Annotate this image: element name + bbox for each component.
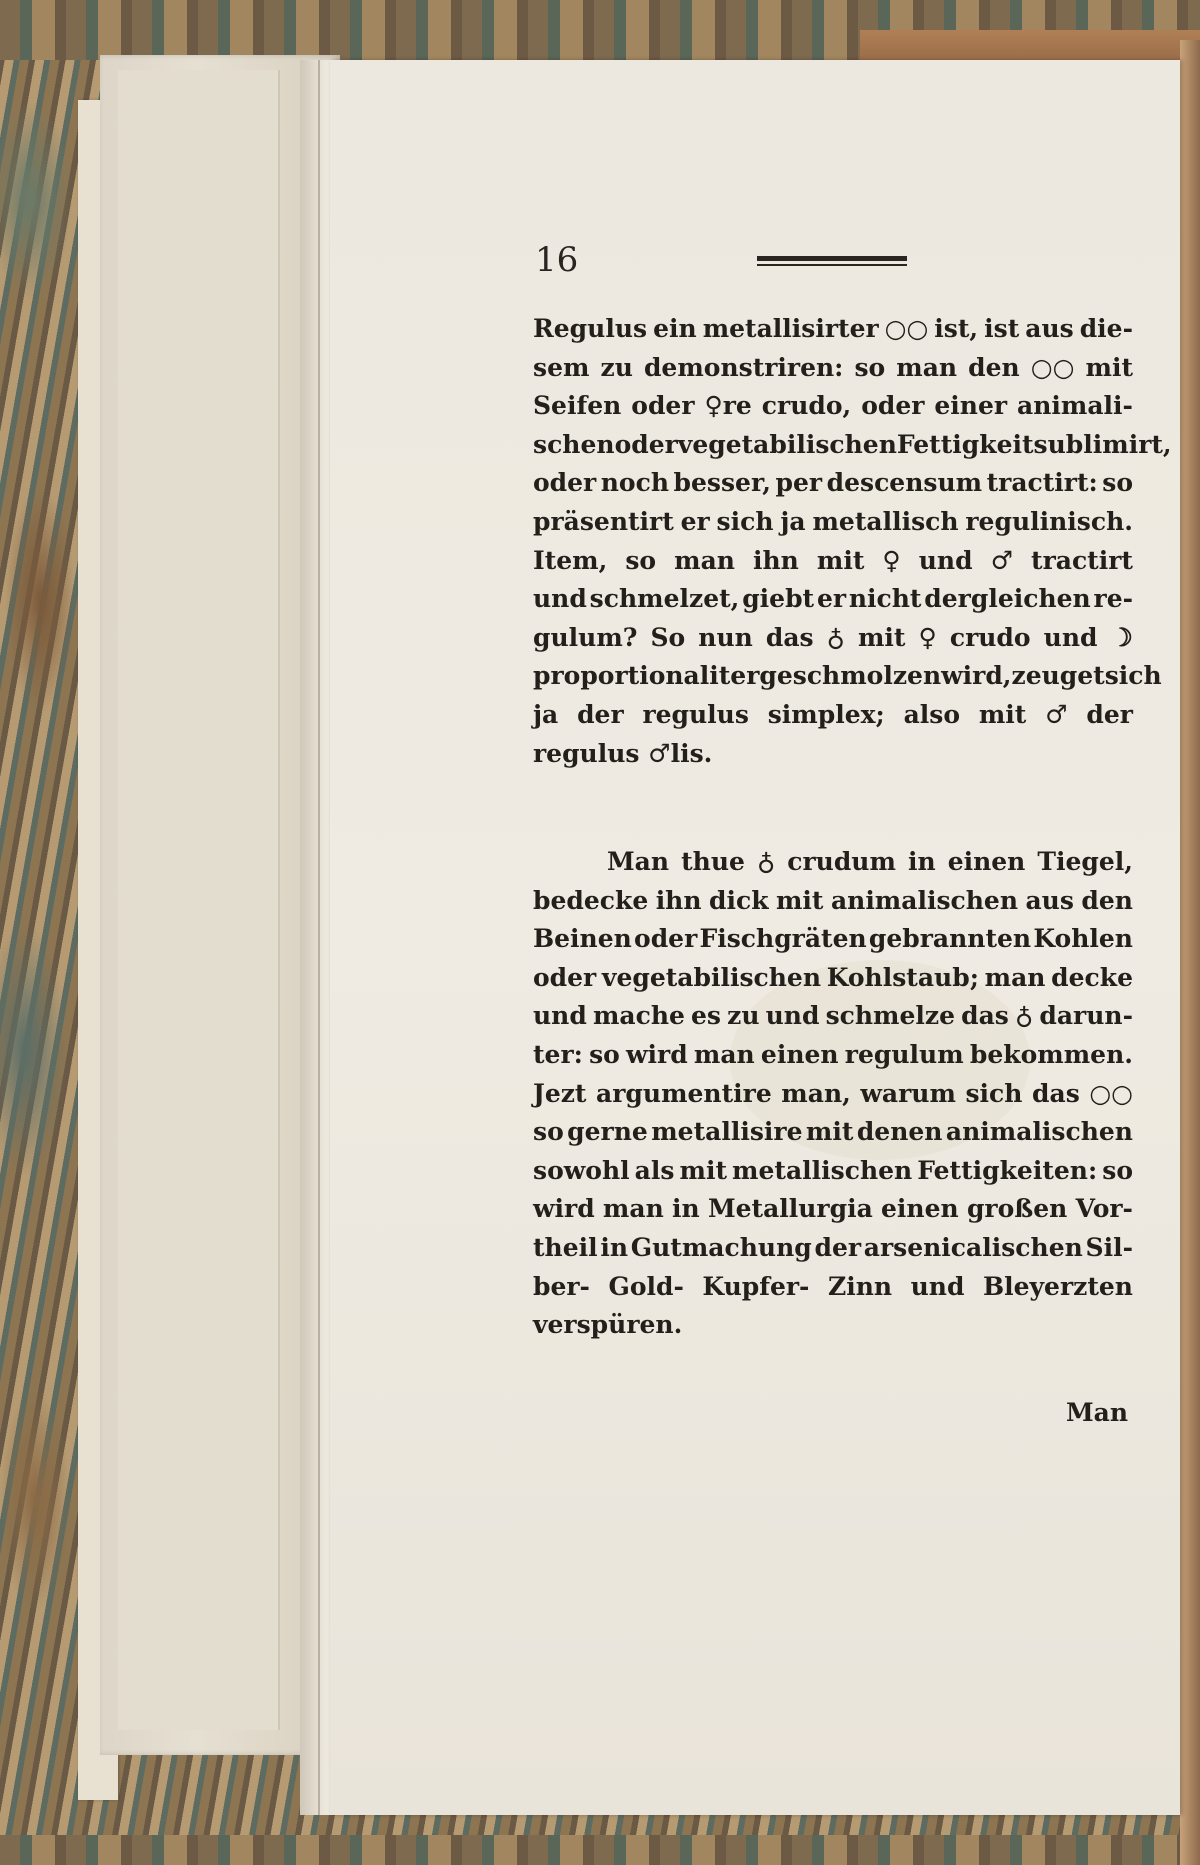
- paragraph-2: [533, 843, 1133, 1345]
- text-line: Item, so man ihn mit ♀ und ♂ tractirt: [533, 545, 1133, 575]
- text-line: sowohl als mit metallischen Fettigkeiten: so: [533, 1155, 1133, 1185]
- text-line: ja der regulus simplex; also mit ♂ der: [533, 699, 1133, 729]
- text-line: wird man in Metallurgia einen großen Vor-: [533, 1194, 1133, 1224]
- endpaper-fold: [118, 70, 280, 1730]
- text-line: Seifen oder ♀re crudo, oder einer animali-: [533, 391, 1133, 421]
- text-line: theil in Gutmachung der arsenicalischen Sil-: [533, 1232, 1133, 1262]
- cover-bottom-edge: [0, 1835, 1200, 1865]
- page-number: 16: [535, 240, 579, 280]
- text-line: Jezt argumentire man, warum sich das ○○: [533, 1078, 1133, 1108]
- text-line: so gerne metallisire mit denen animalischen: [533, 1117, 1133, 1147]
- paragraph-1: [533, 310, 1172, 773]
- text-line: schen oder vegetabilischen Fettigkeit sublimirt,: [533, 429, 1172, 459]
- text-line: und schmelzet, giebt er nicht dergleichen re-: [533, 584, 1133, 614]
- cover-right-edge: [1180, 40, 1200, 1865]
- text-line: Man thue ♁ crudum in einen Tiegel,: [607, 847, 1133, 876]
- text-line: bedecke ihn dick mit animalischen aus den: [533, 885, 1133, 915]
- text-line: oder vegetabilischen Kohlstaub; man decke: [533, 962, 1133, 992]
- text-line: Beinen oder Fischgräten gebrannten Kohlen: [533, 924, 1133, 954]
- text-line: gulum? So nun das ♁ mit ♀ crudo und ☽: [533, 622, 1133, 652]
- text-line: präsentirt er sich ja metallisch regulinisch.: [533, 506, 1133, 536]
- header-rule: [757, 256, 907, 270]
- gutter-line: [318, 60, 320, 1815]
- text-line: ber- Gold- Kupfer- Zinn und Bleyerzten: [533, 1271, 1133, 1301]
- text-line: proportionaliter geschmolzen wird, zeuget sich: [533, 661, 1162, 691]
- catchword: Man: [1066, 1398, 1129, 1427]
- text-line: und mache es zu und schmelze das ♁ darun-: [533, 1001, 1133, 1031]
- text-line: verspüren.: [533, 1310, 683, 1340]
- text-line: oder noch besser, per descensum tractirt: so: [533, 468, 1133, 498]
- text-line: ter: so wird man einen regulum bekommen.: [533, 1039, 1133, 1069]
- text-line: sem zu demonstriren: so man den ○○ mit: [533, 352, 1133, 382]
- text-line: regulus ♂lis.: [533, 738, 713, 768]
- text-line: Regulus ein metallisirter ○○ ist, ist aus die-: [533, 314, 1133, 343]
